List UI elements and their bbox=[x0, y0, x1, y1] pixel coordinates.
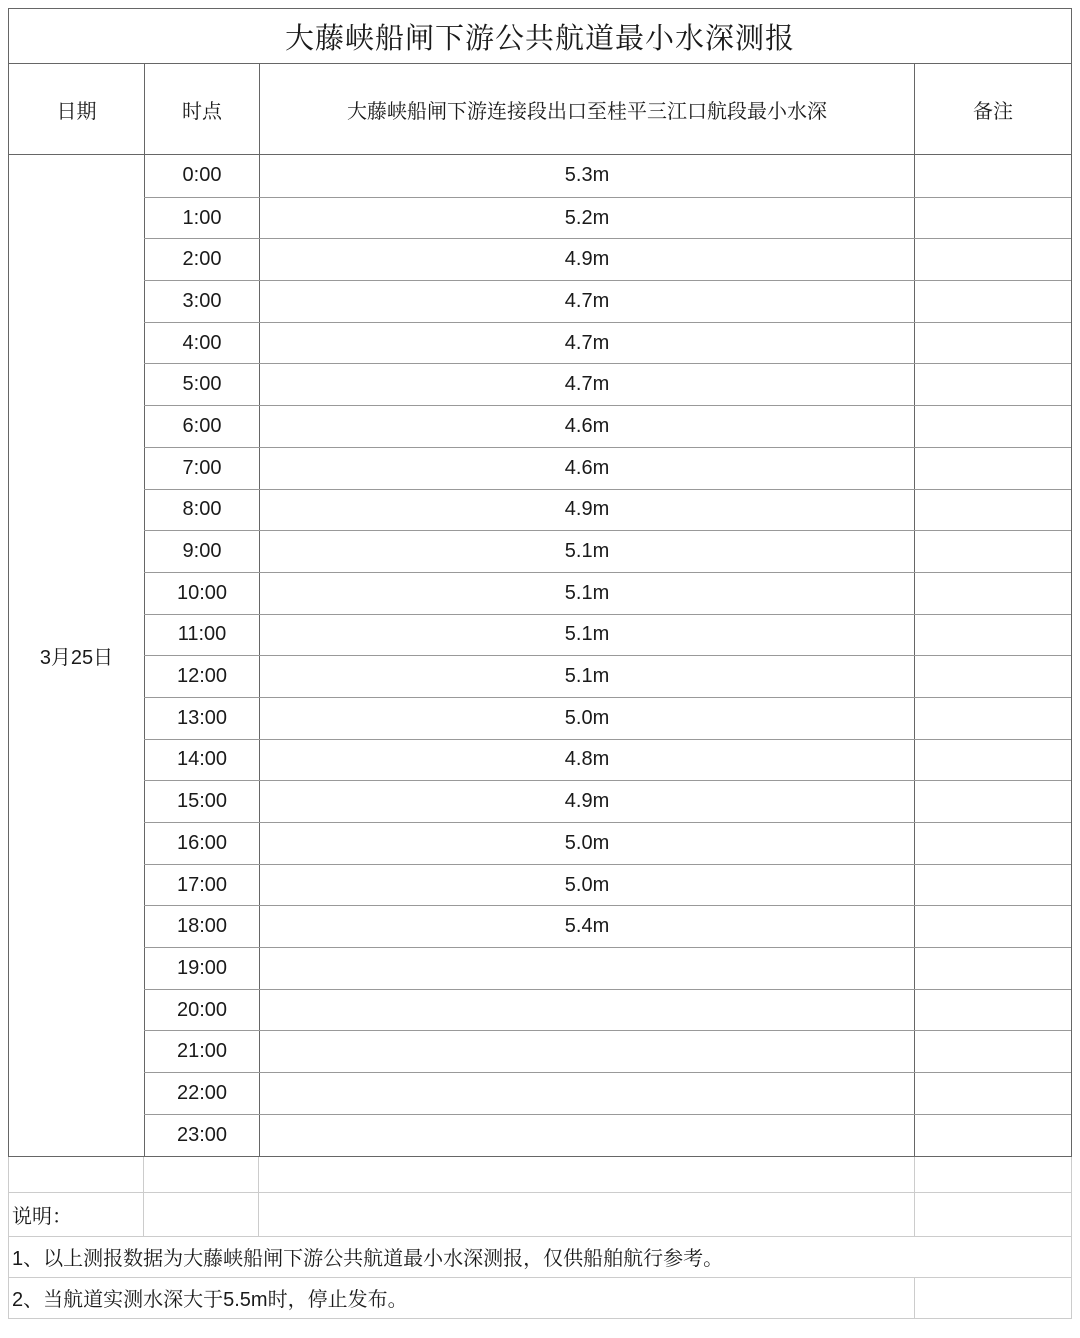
remark-cell bbox=[914, 448, 1071, 489]
depth-cell: 5.4m bbox=[259, 906, 914, 947]
time-cell: 19:00 bbox=[144, 948, 259, 989]
remark-cell bbox=[914, 948, 1071, 989]
time-cell: 7:00 bbox=[144, 448, 259, 489]
empty-cell bbox=[9, 1157, 144, 1192]
table-row bbox=[144, 822, 1071, 864]
note-row-2 bbox=[9, 1278, 1071, 1318]
depth-cell: 4.6m bbox=[259, 406, 914, 447]
table-row bbox=[144, 489, 1071, 531]
table-row bbox=[144, 614, 1071, 656]
remark-cell bbox=[914, 573, 1071, 614]
table-row bbox=[144, 155, 1071, 197]
table-body bbox=[9, 155, 1071, 1156]
time-cell: 9:00 bbox=[144, 531, 259, 572]
remark-cell bbox=[914, 1031, 1071, 1072]
table-row bbox=[144, 864, 1071, 906]
remark-cell bbox=[914, 740, 1071, 781]
table-row bbox=[144, 530, 1071, 572]
depth-cell bbox=[259, 1073, 914, 1114]
remark-cell bbox=[914, 656, 1071, 697]
depth-cell: 5.1m bbox=[259, 531, 914, 572]
remark-cell bbox=[914, 990, 1071, 1031]
depth-cell: 5.1m bbox=[259, 615, 914, 656]
header-date: 日期 bbox=[56, 100, 97, 123]
table-row bbox=[144, 905, 1071, 947]
water-depth-report-page bbox=[8, 8, 1072, 1319]
remark-cell bbox=[914, 490, 1071, 531]
table-row bbox=[144, 363, 1071, 405]
table-row bbox=[144, 572, 1071, 614]
table-row bbox=[144, 280, 1071, 322]
empty-cell bbox=[259, 1157, 915, 1192]
main-table bbox=[8, 8, 1072, 1157]
empty-cell bbox=[259, 1193, 915, 1236]
depth-cell bbox=[259, 990, 914, 1031]
depth-cell: 5.0m bbox=[259, 865, 914, 906]
empty-cell bbox=[915, 1278, 1071, 1318]
remark-cell bbox=[914, 281, 1071, 322]
time-cell: 6:00 bbox=[144, 406, 259, 447]
depth-cell: 5.2m bbox=[259, 198, 914, 239]
remark-cell bbox=[914, 198, 1071, 239]
header-time: 时点 bbox=[144, 64, 259, 154]
empty-cell bbox=[144, 1193, 259, 1236]
remark-cell bbox=[914, 531, 1071, 572]
empty-cell bbox=[915, 1157, 1071, 1192]
time-cell: 1:00 bbox=[144, 198, 259, 239]
depth-cell: 5.0m bbox=[259, 823, 914, 864]
depth-cell: 4.7m bbox=[259, 281, 914, 322]
time-cell: 11:00 bbox=[144, 615, 259, 656]
time-cell: 16:00 bbox=[144, 823, 259, 864]
table-row bbox=[144, 739, 1071, 781]
time-cell: 10:00 bbox=[144, 573, 259, 614]
table-header bbox=[9, 64, 1071, 155]
time-cell: 21:00 bbox=[144, 1031, 259, 1072]
depth-cell bbox=[259, 1115, 914, 1156]
depth-cell: 5.0m bbox=[259, 698, 914, 739]
time-cell: 18:00 bbox=[144, 906, 259, 947]
remark-cell bbox=[914, 406, 1071, 447]
table-row bbox=[144, 238, 1071, 280]
depth-cell bbox=[259, 1031, 914, 1072]
header-remark: 备注 bbox=[914, 64, 1071, 154]
depth-cell: 5.3m bbox=[259, 155, 914, 197]
notes-label-row bbox=[9, 1193, 1071, 1237]
note-row-1 bbox=[9, 1237, 1071, 1278]
remark-cell bbox=[914, 239, 1071, 280]
note-2-text: 2、当航道实测水深大于5.5m时，停止发布。 bbox=[9, 1278, 915, 1318]
remark-cell bbox=[914, 615, 1071, 656]
depth-cell: 4.7m bbox=[259, 323, 914, 364]
time-cell: 20:00 bbox=[144, 990, 259, 1031]
table-row bbox=[144, 947, 1071, 989]
time-cell: 17:00 bbox=[144, 865, 259, 906]
time-cell: 22:00 bbox=[144, 1073, 259, 1114]
table-row bbox=[144, 322, 1071, 364]
depth-cell: 4.6m bbox=[259, 448, 914, 489]
time-cell: 3:00 bbox=[144, 281, 259, 322]
table-row bbox=[144, 655, 1071, 697]
date-cell: 3月25日 bbox=[39, 646, 114, 669]
header-depth: 大藤峡船闸下游连接段出口至桂平三江口航段最小水深 bbox=[259, 64, 914, 154]
table-row bbox=[144, 197, 1071, 239]
time-cell: 14:00 bbox=[144, 740, 259, 781]
report-title: 大藤峡船闸下游公共航道最小水深测报 bbox=[9, 9, 1071, 64]
table-row bbox=[144, 989, 1071, 1031]
depth-cell bbox=[259, 948, 914, 989]
time-cell: 0:00 bbox=[144, 155, 259, 197]
depth-cell: 4.7m bbox=[259, 364, 914, 405]
time-cell: 4:00 bbox=[144, 323, 259, 364]
notes-label: 说明： bbox=[9, 1193, 144, 1236]
depth-cell: 4.9m bbox=[259, 781, 914, 822]
table-row bbox=[144, 697, 1071, 739]
data-rows bbox=[144, 155, 1071, 1156]
time-cell: 13:00 bbox=[144, 698, 259, 739]
remark-cell bbox=[914, 781, 1071, 822]
remark-cell bbox=[914, 155, 1071, 197]
spacer-row bbox=[9, 1157, 1071, 1193]
remark-cell bbox=[914, 323, 1071, 364]
remark-cell bbox=[914, 1073, 1071, 1114]
table-row bbox=[144, 447, 1071, 489]
depth-cell: 5.1m bbox=[259, 656, 914, 697]
note-1-text: 1、以上测报数据为大藤峡船闸下游公共航道最小水深测报，仅供船舶航行参考。 bbox=[12, 1248, 724, 1270]
table-row bbox=[144, 405, 1071, 447]
table-row bbox=[144, 1072, 1071, 1114]
table-row bbox=[144, 1030, 1071, 1072]
table-row bbox=[144, 780, 1071, 822]
remark-cell bbox=[914, 698, 1071, 739]
depth-cell: 4.9m bbox=[259, 239, 914, 280]
notes-section bbox=[8, 1157, 1072, 1319]
remark-cell bbox=[914, 823, 1071, 864]
empty-cell bbox=[915, 1193, 1071, 1236]
time-cell: 23:00 bbox=[144, 1115, 259, 1156]
time-cell: 15:00 bbox=[144, 781, 259, 822]
depth-cell: 4.8m bbox=[259, 740, 914, 781]
empty-cell bbox=[144, 1157, 259, 1192]
depth-cell: 5.1m bbox=[259, 573, 914, 614]
time-cell: 5:00 bbox=[144, 364, 259, 405]
table-row bbox=[144, 1114, 1071, 1156]
time-cell: 2:00 bbox=[144, 239, 259, 280]
remark-cell bbox=[914, 865, 1071, 906]
time-cell: 12:00 bbox=[144, 656, 259, 697]
time-cell: 8:00 bbox=[144, 490, 259, 531]
remark-cell bbox=[914, 364, 1071, 405]
remark-cell bbox=[914, 906, 1071, 947]
depth-cell: 4.9m bbox=[259, 490, 914, 531]
remark-cell bbox=[914, 1115, 1071, 1156]
